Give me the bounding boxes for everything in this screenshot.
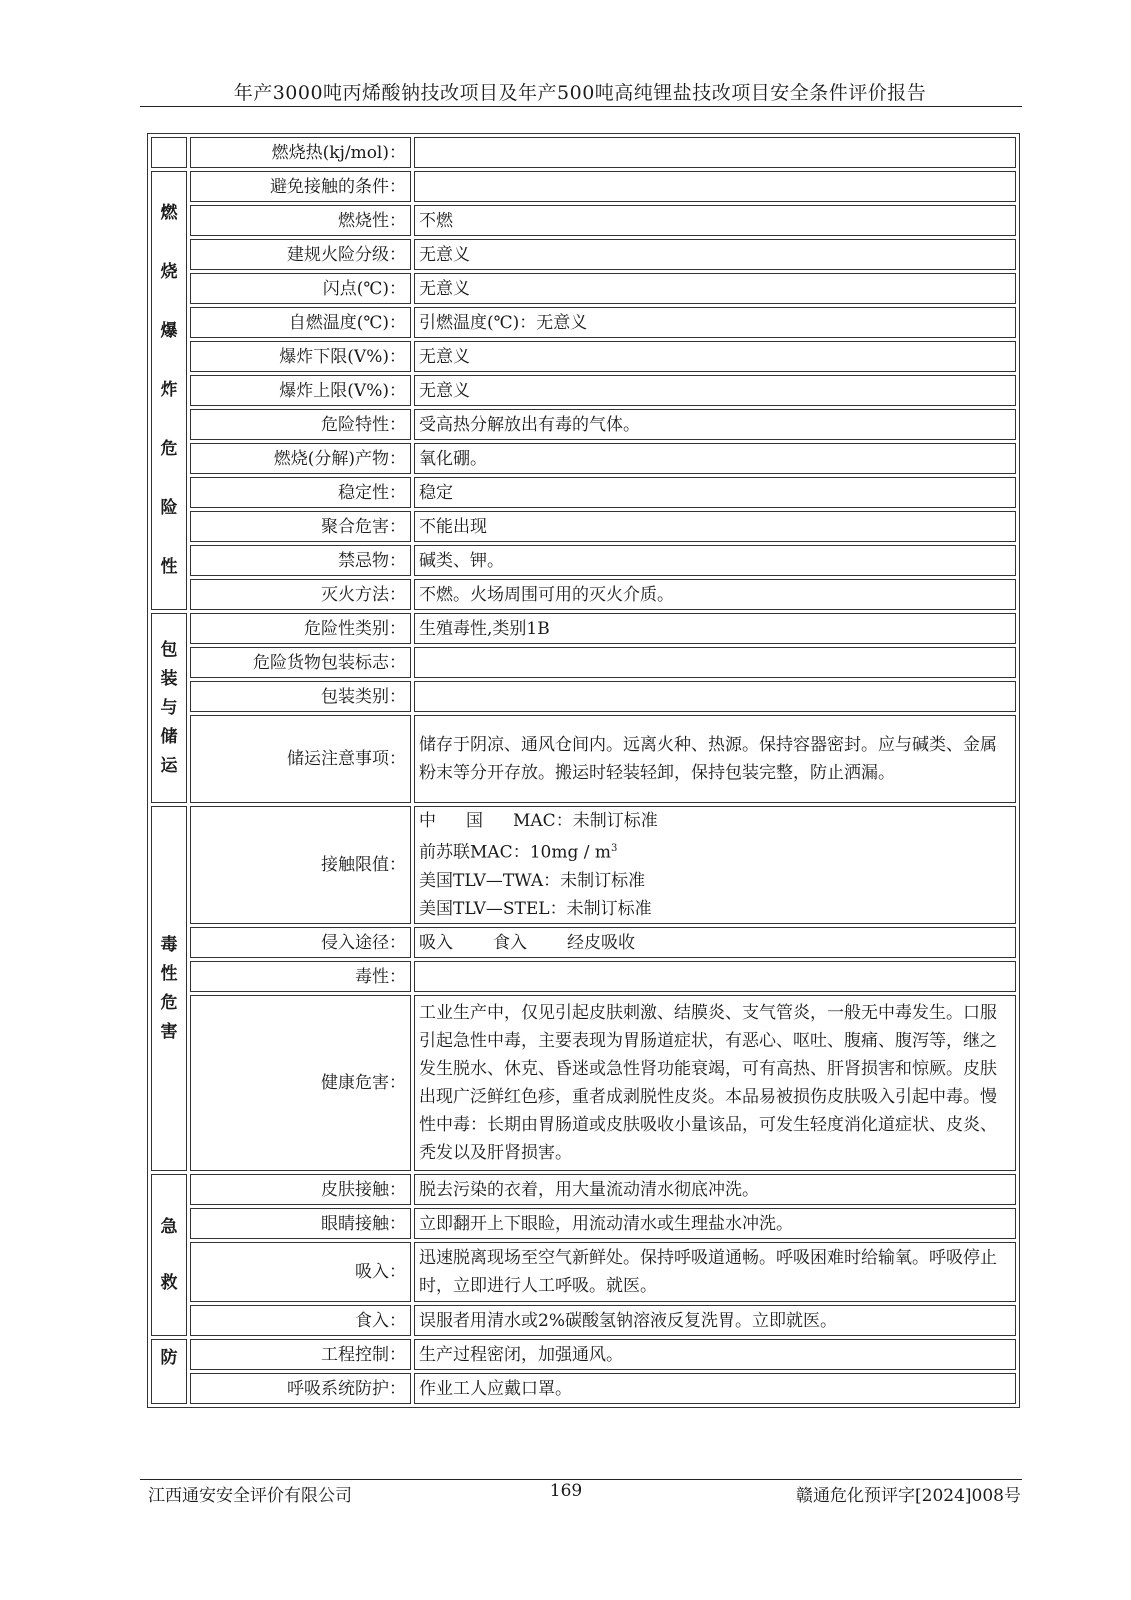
table-row [151,477,1016,508]
exposure-limits [414,806,1016,924]
field-label: 毒性： [190,961,411,992]
category-packaging-storage: 包装与储运 [151,613,187,803]
table-row [151,239,1016,270]
category-protection: 防 [151,1339,187,1404]
field-value: 稳定 [414,477,1016,508]
table-row [151,137,1016,168]
table-row [151,1373,1016,1404]
field-label: 稳定性： [190,477,411,508]
limit-china: 中 国 MAC：未制订标准 [419,811,658,832]
field-label: 燃烧热(kj/mol)： [190,137,411,168]
footer-rule [140,1479,1022,1480]
field-value [414,137,1016,168]
table-row [151,205,1016,236]
field-label: 禁忌物： [190,545,411,576]
field-value: 脱去污染的衣着，用大量流动清水彻底冲洗。 [414,1174,1016,1205]
table-row [151,579,1016,610]
field-label: 吸入： [190,1242,411,1302]
limit-ussr: 前苏联MAC：$10mg / m^3$ [419,842,618,863]
field-value [414,171,1016,202]
field-value: 受高热分解放出有毒的气体。 [414,409,1016,440]
table-row [151,443,1016,474]
table-row [151,715,1016,803]
field-value: 碱类、钾。 [414,545,1016,576]
table-row [151,307,1016,338]
table-row [151,1208,1016,1239]
table-row [151,409,1016,440]
field-label: 自燃温度(℃)： [190,307,411,338]
category-cell-empty [151,137,187,168]
field-label: 健康危害： [190,995,411,1171]
field-value: 无意义 [414,239,1016,270]
table-row [151,806,1016,924]
table-row [151,995,1016,1171]
table-row [151,613,1016,644]
field-value: 不燃 [414,205,1016,236]
field-label: 危险性类别： [190,613,411,644]
table-row [151,961,1016,992]
field-label: 食入： [190,1305,411,1336]
footer-document-number: 赣通危化预评字[2024]008号 [796,1486,1021,1506]
field-value: 迅速脱离现场至空气新鲜处。保持呼吸道通畅。呼吸困难时给输氧。呼吸停止时，立即进行人工呼吸。就医。 [414,1242,1016,1302]
msds-table [147,133,1020,1408]
field-value: 误服者用清水或2%碳酸氢钠溶液反复洗胃。立即就医。 [414,1305,1016,1336]
field-value: 无意义 [414,273,1016,304]
field-label: 燃烧(分解)产物： [190,443,411,474]
field-value: 氧化硼。 [414,443,1016,474]
field-value: 不燃。火场周围可用的灭火介质。 [414,579,1016,610]
header-rule [140,106,1022,107]
table-row [151,1339,1016,1370]
table-row [151,375,1016,406]
field-label: 燃烧性： [190,205,411,236]
field-label: 爆炸上限(V%)： [190,375,411,406]
field-value: 引燃温度(℃)：无意义 [414,307,1016,338]
field-label: 侵入途径： [190,927,411,958]
field-value [414,681,1016,712]
field-label: 包装类别： [190,681,411,712]
field-value [414,961,1016,992]
field-label: 储运注意事项： [190,715,411,803]
field-value: 储存于阴凉、通风仓间内。远离火种、热源。保持容器密封。应与碱类、金属粉末等分开存放。搬运时轻装轻卸，保持包装完整，防止洒漏。 [414,715,1016,803]
table-row [151,1242,1016,1302]
limit-us-twa: 美国TLV—TWA：未制订标准 [419,870,646,891]
category-toxicity-hazard: 毒性危害 [151,806,187,1171]
field-label: 皮肤接触： [190,1174,411,1205]
field-value: 立即翻开上下眼睑，用流动清水或生理盐水冲洗。 [414,1208,1016,1239]
field-value: 工业生产中，仅见引起皮肤刺激、结膜炎、支气管炎，一般无中毒发生。口服引起急性中毒，主要表现为胃肠道症状，有恶心、呕吐、腹痛、腹泻等，继之发生脱水、休克、昏迷或急性肾功能衰竭，可有高热、肝肾损害和惊厥。皮肤出现广泛鲜红色疹，重者成剥脱性皮炎。本品易被损伤皮肤吸入引起中毒。慢性中毒：长期由胃肠道或皮肤吸收小量该品，可发生轻度消化道症状、皮炎、秃发以及肝肾损害。 [414,995,1016,1171]
limit-us-stel: 美国TLV—STEL：未制订标准 [419,898,652,919]
field-label: 避免接触的条件： [190,171,411,202]
page-header-title: 年产3000吨丙烯酸钠技改项目及年产500吨高纯锂盐技改项目安全条件评价报告 [233,82,927,104]
field-value: 生殖毒性,类别1B [414,613,1016,644]
field-label: 爆炸下限(V%)： [190,341,411,372]
field-label: 工程控制： [190,1339,411,1370]
table-row [151,927,1016,958]
field-label: 建规火险分级： [190,239,411,270]
table-row [151,511,1016,542]
field-value: 生产过程密闭，加强通风。 [414,1339,1016,1370]
field-label: 聚合危害： [190,511,411,542]
entry-routes: 吸入 食入 经皮吸收 [414,927,1016,958]
field-value: 无意义 [414,341,1016,372]
table-row [151,647,1016,678]
page-number: 169 [549,1481,583,1501]
table-row [151,273,1016,304]
footer-company: 江西通安安全评价有限公司 [148,1486,352,1506]
field-value [414,647,1016,678]
field-label: 眼睛接触： [190,1208,411,1239]
field-label: 危险特性： [190,409,411,440]
field-value: 作业工人应戴口罩。 [414,1373,1016,1404]
field-label: 接触限值： [190,806,411,924]
table-row [151,545,1016,576]
category-first-aid: 急救 [151,1174,187,1336]
field-label: 危险货物包装标志： [190,647,411,678]
table-row [151,341,1016,372]
field-value: 无意义 [414,375,1016,406]
field-label: 闪点(℃)： [190,273,411,304]
table-row [151,1174,1016,1205]
table-row [151,171,1016,202]
field-label: 呼吸系统防护： [190,1373,411,1404]
field-label: 灭火方法： [190,579,411,610]
field-value: 不能出现 [414,511,1016,542]
table-row [151,1305,1016,1336]
table-row [151,681,1016,712]
category-fire-explosion: 燃烧爆炸危险性 [151,171,187,610]
